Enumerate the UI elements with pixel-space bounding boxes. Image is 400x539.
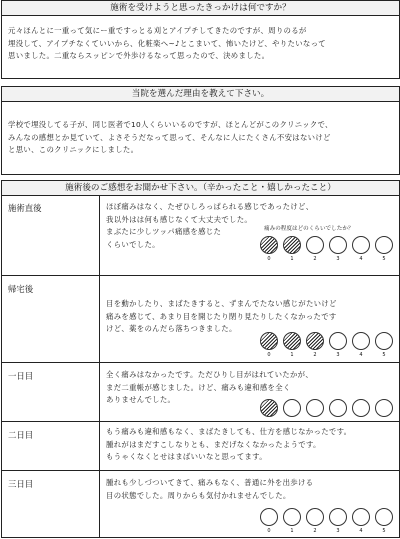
pain-face-0 [260,236,278,254]
pain-face-2 [306,332,324,350]
pain-scale [260,399,393,417]
row-label: 三日目 [2,471,100,537]
row-day1 [1,363,400,422]
pain-face-4 [352,508,370,526]
row-line: 腫れも少しづついてきて、痛みもなく、普通に外を出歩ける [106,478,314,487]
row-text [106,477,313,502]
pain-face-2 [306,508,324,526]
pain-face-3 [329,508,347,526]
q1-line: 思いました。二重ならスッピンで外歩けるなって思ったので、決めました。 [8,51,270,60]
row-immediate [1,195,400,276]
pain-scale-label: 痛みの程度はどのくらいでしたか？ [264,226,354,232]
pain-number: 5 [382,256,386,262]
pain-face-4 [352,236,370,254]
pain-number: 3 [336,528,340,534]
pain-number: 3 [336,256,340,262]
row-line: 痛みを感じて、あまり目を開じたり閉り見たりしたくなかったです [106,311,337,321]
pain-number: 0 [267,352,271,358]
pain-number: 2 [313,528,317,534]
pain-face-2 [306,399,324,417]
row-text [106,298,337,336]
q2-line: 学校で埋没してる子が、同じ医者で10人くらいいるのですが、ほとんどがこのクリニックで、 [8,120,333,129]
row-line: 全く痛みはなかったです。ただひりし目がはれていたかが、 [106,370,314,379]
pain-face-1 [283,399,301,417]
row-line: けど、薬をのんだら落ちつきました。 [106,324,237,333]
q2-header: 当院を選んだ理由を教えて下さい。 [1,86,400,102]
pain-number: 3 [336,352,340,358]
row-after-home [1,276,400,363]
row-line: 目を動かしたり、まばたきすると、ずまんでたない感じがたいけど [106,299,337,308]
pain-face-1 [283,332,301,350]
row-line: 目の状態でした。周りからも気付かれませんでした。 [106,490,291,500]
row-line: もうゃくなくとせはまばいいなと思ってます。 [106,452,267,461]
pain-face-2 [306,236,324,254]
row-text [106,426,351,464]
pain-number: 2 [313,256,317,262]
row-label: 二日目 [2,422,100,470]
row-line: 我以外はは何も感じなくて大丈夫でした。 [106,214,253,224]
row-day2 [1,422,400,471]
pain-scale-numbers [260,256,393,262]
row-label: 施術直後 [2,195,100,275]
pain-face-0 [260,332,278,350]
pain-number: 4 [359,352,363,358]
pain-number: 1 [290,352,294,358]
pain-number: 1 [290,256,294,262]
pain-scale-numbers [260,352,393,358]
q1-line: 元々ほんとに一重って気にー重ですっとる刈とアイプチしてきたのですが、周りのるが [8,26,307,35]
pain-face-1 [283,236,301,254]
pain-face-5 [375,508,393,526]
pain-number: 4 [359,528,363,534]
q1-line: 埋没して、アイプチなくていいから、化粧楽へ~♪とこまいて、怖いたけど、やりたいなって [8,38,326,48]
pain-number: 0 [267,528,271,534]
row-line: くらいでした。 [106,239,160,249]
row-line: 腫れがはまだすこしなりとも、まだげなくなかったようです。 [106,439,321,449]
pain-face-5 [375,332,393,350]
pain-face-0 [260,399,278,417]
q2-line: みんなの感想とか見ていて、よさそうだなって思って、そんなに人にたくさん不安はないけど [8,132,331,142]
pain-scale [260,508,393,526]
row-line: もう痛みも違和感もなく、まばたきしても、仕方を感じなかったです。 [106,427,352,436]
q2-answer [1,101,400,175]
row-line: ありませんでした。 [106,395,176,404]
row-line: まだ二重帳が感じました。けど、痛みも違和感を全く [106,382,291,392]
pain-number: 4 [359,256,363,262]
q1-answer [1,15,400,79]
q1-header: 施術を受けようと思ったきっかけは何ですか？ [1,0,400,16]
pain-face-4 [352,399,370,417]
pain-face-3 [329,236,347,254]
row-label: 一日目 [2,363,100,421]
pain-number: 5 [382,528,386,534]
row-label: 帰宅後 [2,276,100,362]
pain-number: 5 [382,352,386,358]
row-day3 [1,471,400,538]
pain-face-5 [375,236,393,254]
pain-number: 2 [313,352,317,358]
pain-number: 0 [267,256,271,262]
row-line: まぶたに少しツッパ痛感を感じた [106,227,222,236]
pain-face-0 [260,508,278,526]
q3-header: 施術後のご感想をお聞かせ下さい。（辛かったこと・嬉しかったこと） [1,180,400,196]
pain-face-3 [329,399,347,417]
q2-line: と思い、このクリニックにしました。 [8,145,139,154]
pain-face-5 [375,399,393,417]
pain-face-3 [329,332,347,350]
pain-scale [260,236,393,254]
pain-number: 1 [290,528,294,534]
pain-scale [260,332,393,350]
row-line: ほぼ痛みはなく、たぜひしろっぱられる感じであったけど、 [106,202,314,211]
pain-face-1 [283,508,301,526]
pain-face-4 [352,332,370,350]
pain-scale-numbers [260,528,393,534]
